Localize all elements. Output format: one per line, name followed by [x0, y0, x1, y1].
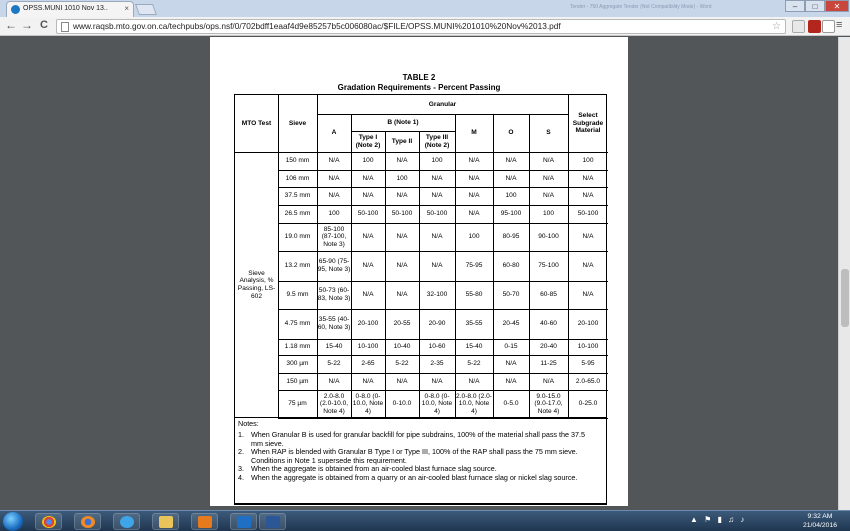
table-cell: 11-25 — [540, 360, 557, 368]
start-button[interactable] — [3, 512, 23, 531]
back-button[interactable]: ← — [5, 18, 17, 32]
table-cell: N/A — [505, 174, 517, 182]
table-cell: 100 — [431, 157, 443, 165]
table-cell: N/A — [362, 377, 374, 385]
table-cell: 15-40 — [325, 343, 343, 351]
note-number: 3. — [238, 464, 244, 474]
bookmark-star-icon[interactable]: ☆ — [772, 21, 781, 32]
table-cell: 100 — [468, 233, 480, 241]
table-cell: 100 — [362, 157, 374, 165]
vertical-scrollbar[interactable] — [838, 37, 850, 510]
table-cell: N/A — [396, 192, 408, 200]
table-cell: N/A — [505, 360, 517, 368]
table-cell: 50-100 — [391, 210, 413, 218]
table-cell: N/A — [396, 157, 408, 165]
sieve-size-cell: 19.0 mm — [284, 233, 311, 241]
table-cell: 10-40 — [393, 343, 411, 351]
header-s: S — [546, 129, 551, 137]
note-text: When the aggregate is obtained from an air-cooled blast furnace slag source. — [251, 464, 497, 474]
sieve-size-cell: 106 mm — [285, 174, 310, 182]
sieve-size-cell: 150 mm — [285, 157, 310, 165]
firefox-taskbar-button[interactable] — [74, 513, 101, 530]
extension-icon[interactable] — [792, 20, 805, 33]
table-cell: N/A — [328, 174, 340, 182]
table-cell: 50-70 — [502, 291, 520, 299]
table-cell: N/A — [328, 157, 340, 165]
table-cell: 0-15 — [504, 343, 518, 351]
table-cell: N/A — [362, 174, 374, 182]
table-cell: 50-100 — [426, 210, 448, 218]
table-cell: N/A — [468, 157, 480, 165]
address-bar[interactable] — [56, 19, 786, 34]
table-cell: N/A — [431, 174, 443, 182]
table-cell: N/A — [396, 262, 408, 270]
table-cell: 35-55 (40-60, Note 3) — [317, 316, 351, 331]
sieve-size-cell: 150 µm — [286, 377, 309, 385]
table-cell: N/A — [543, 192, 554, 200]
table-cell: 2-65 — [361, 360, 375, 368]
table-cell: 85-100 (87-100, Note 3) — [321, 225, 347, 248]
acrobat-icon[interactable] — [808, 20, 821, 33]
note-text: When the aggregate is obtained from a quarry or an air-cooled blast furnace slag or nickel slag source. — [251, 473, 578, 482]
menu-icon[interactable]: ≡ — [836, 19, 843, 31]
table-cell: N/A — [582, 291, 594, 299]
clock-date: 21/04/2016 — [802, 522, 838, 529]
pocket-icon[interactable] — [822, 20, 835, 33]
note-text-continued: Conditions in Note 1 supersede this requirement. — [251, 455, 407, 465]
note-number: 4. — [238, 473, 244, 482]
sieve-size-cell: 1.18 mm — [284, 343, 311, 351]
table-cell: N/A — [431, 192, 443, 200]
table-title: Gradation Requirements - Percent Passing — [337, 82, 501, 92]
table-cell: 0-10.0 — [392, 400, 412, 408]
table-cell: N/A — [505, 377, 517, 385]
table-number: TABLE 2 — [402, 73, 436, 82]
notes-label: Notes: — [238, 419, 259, 428]
test-method-label: Sieve Analysis, % Passing, LS-602 — [237, 269, 276, 300]
note-text-continued: mm sieve. — [251, 438, 284, 448]
header-m: M — [471, 129, 477, 137]
table-cell: 9.0-15.0 (9.0-17.0, Note 4) — [534, 392, 563, 415]
table-cell: 20-40 — [540, 343, 557, 351]
table-cell: 95-100 — [500, 210, 522, 218]
table-cell: N/A — [543, 377, 554, 385]
table-cell: 100 — [582, 157, 594, 165]
table-cell: N/A — [468, 210, 480, 218]
sieve-size-cell: 9.5 mm — [286, 291, 309, 299]
table-cell: 50-100 — [357, 210, 379, 218]
table-cell: N/A — [396, 233, 408, 241]
file-explorer-taskbar-button[interactable] — [152, 513, 179, 530]
table-cell: N/A — [468, 192, 480, 200]
outlook-taskbar-button[interactable] — [230, 513, 257, 530]
header-select-subgrade: Select Subgrade Material — [572, 112, 604, 135]
browser-toolbar — [0, 17, 850, 36]
table-cell: 5-22 — [467, 360, 481, 368]
table-cell: N/A — [468, 174, 480, 182]
table-cell: N/A — [431, 377, 443, 385]
table-cell: 80-95 — [502, 233, 520, 241]
header-a: A — [331, 129, 337, 137]
pdf-page — [210, 37, 628, 506]
note-text: When Granular B is used for granular backfill for pipe subdrains, 100% of the material shall pass the 37.5 — [251, 430, 585, 439]
url-text: www.raqsb.mto.gov.on.ca/techpubs/ops.nsf/0/702bdff1eaaf4d9e85257b5c006080ac/$FILE/OPSS.MUNI%201010%20Nov%2013.pdf — [73, 21, 561, 31]
table-cell: 5-95 — [581, 360, 595, 368]
table-cell: 0-8.0 (0-10.0, Note 4) — [421, 392, 453, 415]
header-type-i: Type I (Note 2) — [355, 133, 381, 149]
table-cell: 50-73 (60-83, Note 3) — [317, 287, 351, 302]
table-cell: N/A — [468, 377, 480, 385]
table-cell: 75-95 — [465, 262, 483, 270]
clock[interactable] — [798, 512, 842, 530]
table-cell: 10-100 — [577, 343, 599, 351]
table-cell: 100 — [396, 174, 408, 182]
table-cell: N/A — [362, 291, 374, 299]
media-player-taskbar-button[interactable] — [191, 513, 218, 530]
sieve-size-cell: 26.5 mm — [284, 210, 311, 218]
table-cell: 65-90 (75-95, Note 3) — [317, 258, 351, 273]
chrome-taskbar-button[interactable] — [35, 513, 62, 530]
table-cell: N/A — [431, 233, 443, 241]
header-granular: Granular — [428, 100, 457, 108]
table-cell: 20-100 — [357, 320, 379, 328]
maximize-button[interactable]: □ — [805, 0, 825, 12]
table-cell: N/A — [328, 192, 340, 200]
page-icon — [61, 22, 69, 32]
window-title-ghost: Tender - 750 Aggregate Tender (Not Compatibility Mode) - Word — [570, 4, 712, 10]
header-o: O — [508, 129, 514, 137]
table-cell: N/A — [505, 157, 517, 165]
header-type-ii: Type II — [391, 137, 413, 145]
sieve-size-cell: 13.2 mm — [284, 262, 311, 270]
table-cell: N/A — [543, 157, 554, 165]
new-tab-button[interactable] — [135, 4, 157, 15]
table-cell: 10-100 — [357, 343, 379, 351]
table-cell: N/A — [328, 377, 340, 385]
taskbar — [0, 510, 850, 531]
table-cell: 2.0-65.0 — [575, 377, 601, 385]
table-cell: N/A — [582, 233, 594, 241]
table-cell: 5-22 — [395, 360, 409, 368]
table-cell: 20-45 — [502, 320, 520, 328]
header-mto-test: MTO Test — [241, 119, 272, 127]
table-cell: 60-80 — [502, 262, 520, 270]
close-button[interactable]: ✕ — [825, 0, 849, 12]
table-cell: N/A — [362, 192, 374, 200]
forward-button[interactable]: → — [21, 18, 33, 32]
table-cell: 15-40 — [465, 343, 483, 351]
table-cell: 75-100 — [538, 262, 559, 270]
minimize-button[interactable]: – — [785, 0, 805, 12]
tab-strip — [0, 0, 850, 17]
table-cell: 0-25.0 — [578, 400, 598, 408]
table-cell: N/A — [582, 192, 594, 200]
header-b: B (Note 1) — [387, 118, 419, 126]
table-cell: 10-60 — [428, 343, 446, 351]
internet-explorer-taskbar-button[interactable] — [113, 513, 140, 530]
table-cell: 100 — [505, 192, 517, 200]
table-cell: N/A — [582, 174, 594, 182]
sieve-size-cell: 300 µm — [286, 360, 309, 368]
table-cell: 60-85 — [540, 291, 557, 299]
tab-title: OPSS.MUNI 1010 Nov 13.. — [23, 5, 108, 12]
table-cell: 20-90 — [428, 320, 446, 328]
table-cell: 55-80 — [465, 291, 483, 299]
table-cell: N/A — [362, 233, 374, 241]
table-cell: 100 — [542, 210, 554, 218]
table-cell: 20-100 — [577, 320, 599, 328]
table-cell: N/A — [396, 291, 408, 299]
clock-time: 9:32 AM — [807, 513, 833, 520]
globe-icon — [11, 5, 20, 14]
header-sieve: Sieve — [288, 119, 307, 127]
table-cell: 0-5.0 — [503, 400, 519, 408]
scrollbar-thumb[interactable] — [841, 269, 849, 327]
table-cell: 35-55 — [465, 320, 483, 328]
table-heading — [210, 73, 628, 92]
tab-pdf[interactable] — [6, 1, 134, 17]
table-cell: 0-8.0 (0-10.0, Note 4) — [352, 392, 384, 415]
notes-box — [234, 417, 607, 504]
table-cell: N/A — [396, 377, 408, 385]
sieve-size-cell: 37.5 mm — [284, 192, 311, 200]
table-cell: 5-22 — [327, 360, 341, 368]
table-cell: N/A — [543, 174, 554, 182]
table-cell: 32-100 — [426, 291, 448, 299]
note-number: 1. — [238, 430, 244, 439]
header-type-iii: Type III (Note 2) — [424, 133, 450, 149]
table-cell: N/A — [431, 262, 443, 270]
tab-close-icon[interactable]: × — [124, 4, 129, 13]
note-number: 2. — [238, 447, 244, 457]
sieve-size-cell: 4.75 mm — [284, 320, 311, 328]
word-taskbar-button[interactable] — [259, 513, 286, 530]
table-cell: 2.0-8.0 (2.0-10.0, Note 4) — [319, 392, 349, 415]
table-cell: N/A — [362, 262, 374, 270]
system-tray[interactable]: ▲ ⚑ ▮ ♫ ♪ — [690, 515, 747, 524]
table-cell: 90-100 — [538, 233, 559, 241]
table-cell: 2.0-8.0 (2.0-10.0, Note 4) — [456, 392, 492, 415]
table-cell: 40-60 — [540, 320, 557, 328]
table-cell: 50-100 — [577, 210, 599, 218]
table-cell: 2-35 — [430, 360, 444, 368]
table-cell: 20-55 — [393, 320, 411, 328]
table-cell: 100 — [328, 210, 340, 218]
sieve-size-cell: 75 µm — [288, 400, 307, 408]
note-text: When RAP is blended with Granular B Type I or Type III, 100% of the RAP shall pass the 75 mm sieve. — [251, 447, 578, 457]
table-cell: N/A — [582, 262, 594, 270]
reload-button[interactable]: C — [40, 19, 48, 31]
